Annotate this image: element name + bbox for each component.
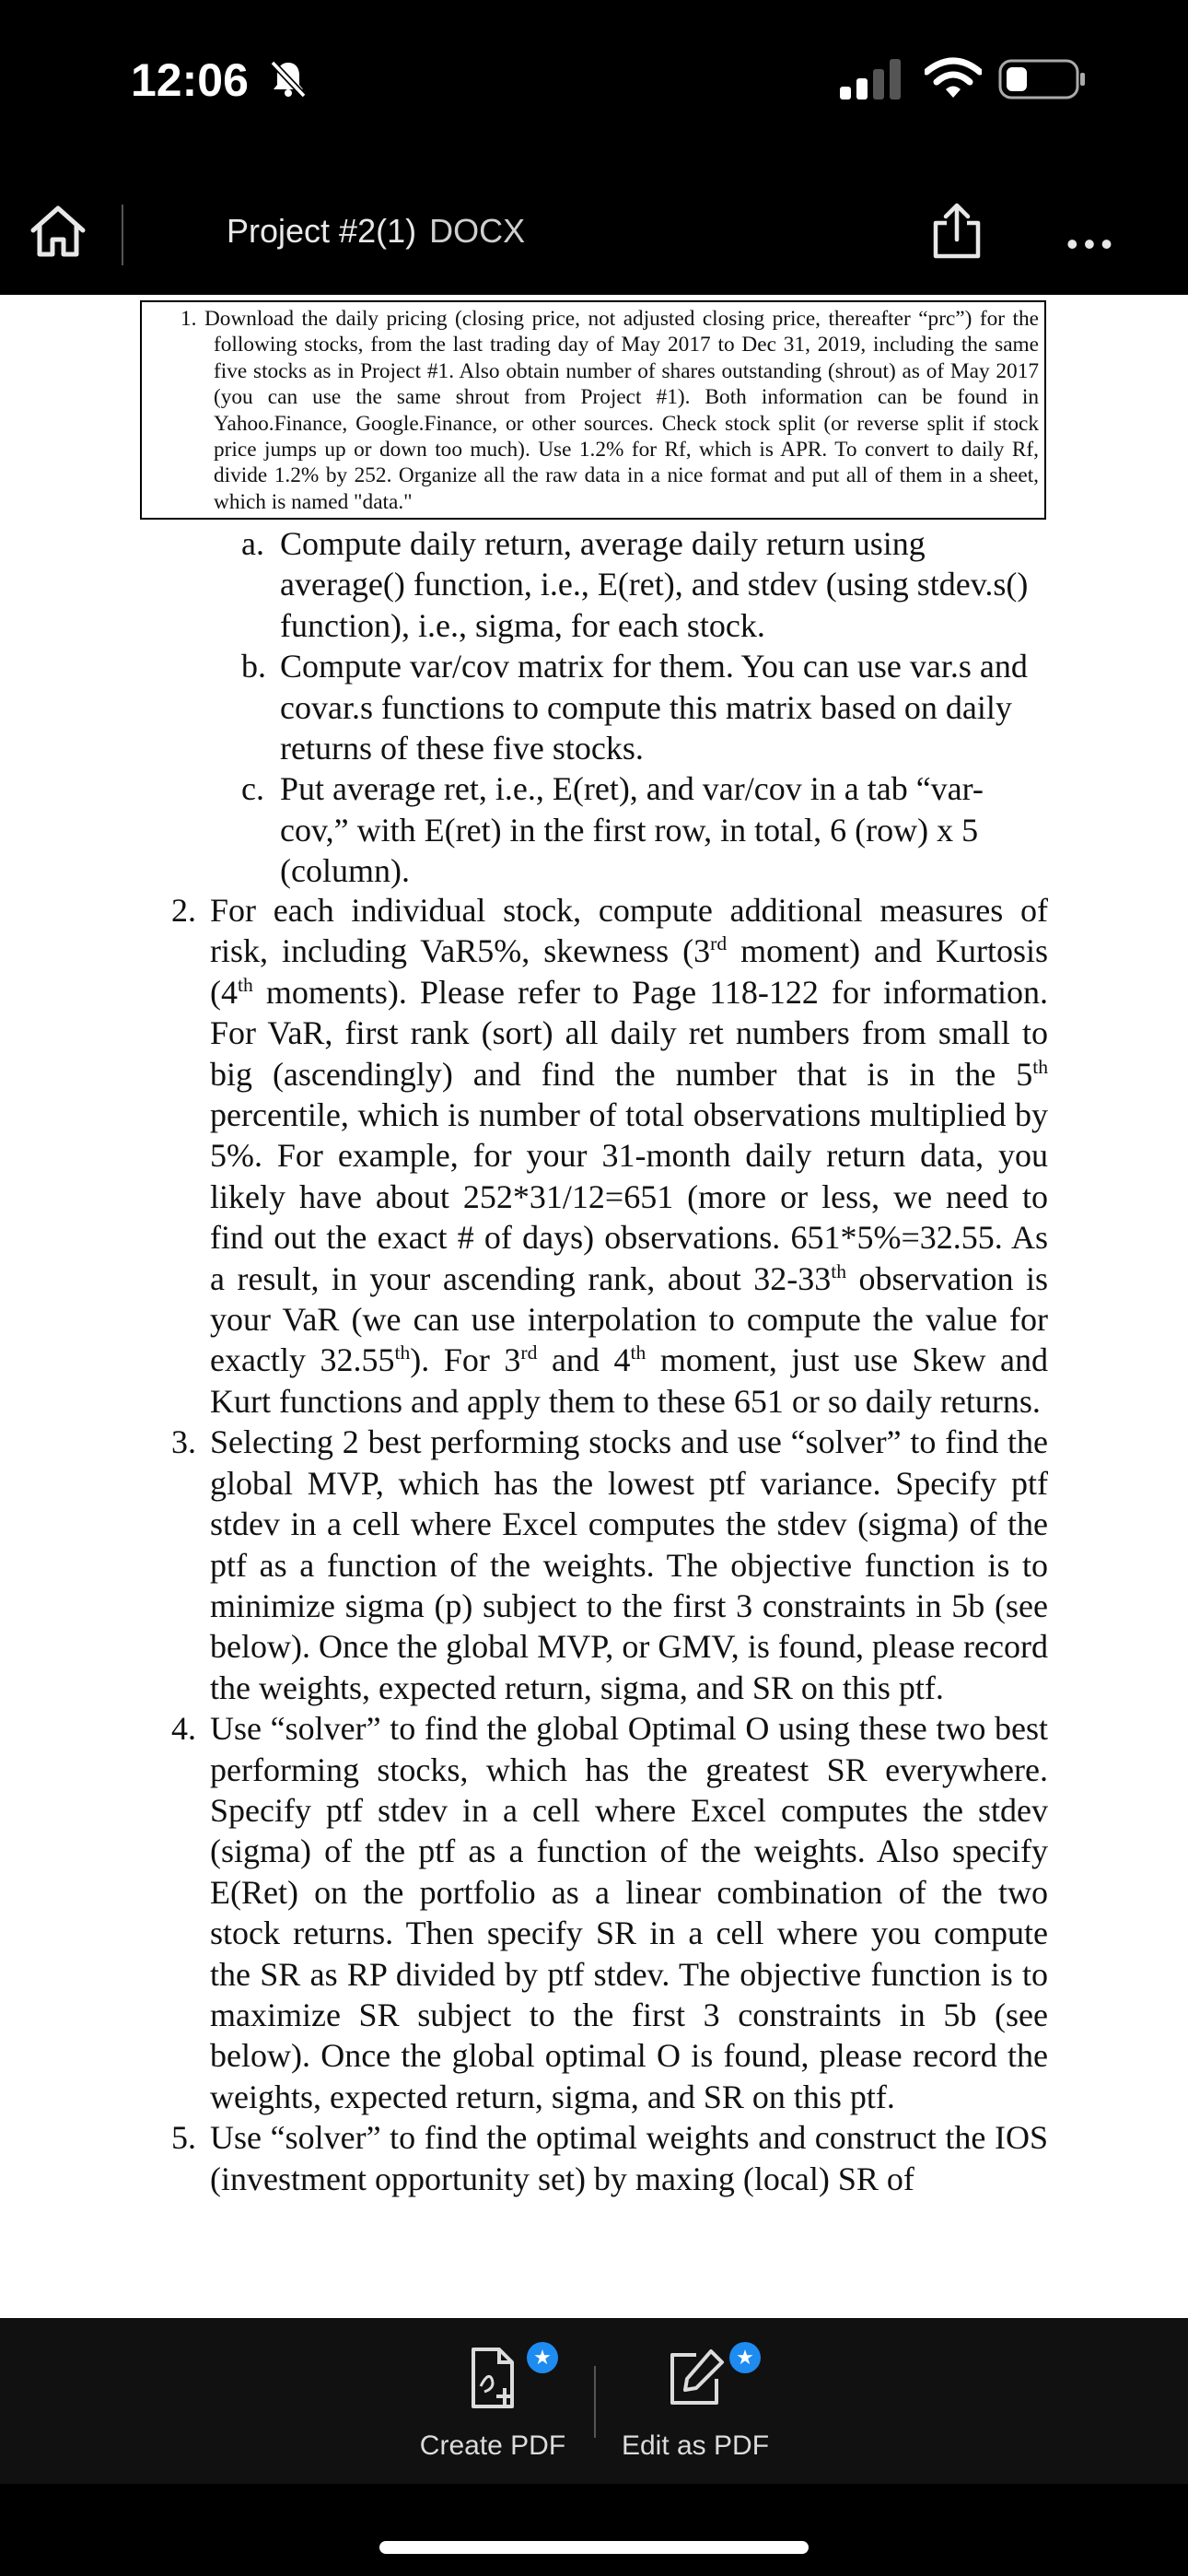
star-badge-icon: ★: [527, 2342, 558, 2373]
sub-item-text: Compute var/cov matrix for them. You can use var.s and covar.s functions to compute this matrix based on daily returns of these five stocks.: [280, 648, 1028, 767]
document-title: [227, 212, 525, 251]
document-toolbar: [0, 184, 1188, 295]
list-number: 5.: [171, 2119, 196, 2157]
document-name: Project #2(1): [227, 212, 417, 250]
sub-item-label: a.: [241, 525, 264, 562]
text-run: percentile, which is number of total observations multiplied by 5%. For example, for your 31-month daily return data, you likely have about 252*31/12=651 (more or less, we need to find out the exact # of days) observations. 651*5%=32.55. As a result, in your ascending rank, about 32-33: [210, 1096, 1048, 1297]
list-number: 1.: [181, 307, 197, 331]
silent-bell-icon: [267, 57, 309, 104]
list-item-text: Use “solver” to find the optimal weights and construct the IOS (investment opportunity set) by maxing (local) SR of: [210, 2119, 1048, 2197]
text-run: For each individual stock, compute additional measures of risk, including VaR5%, skewness (3: [210, 892, 1048, 970]
list-item-4: [171, 1708, 1048, 2117]
list-number: 4.: [171, 1710, 196, 1748]
cellular-signal-icon: [840, 59, 906, 104]
more-options-icon[interactable]: •••: [1066, 225, 1118, 263]
battery-icon: [998, 59, 1087, 104]
wifi-icon: [925, 57, 982, 104]
list-item-text: Download the daily pricing (closing price, not adjusted closing price, thereafter “prc”) for the following stocks, from the last trading day of May 2017 to Dec 31, 2019, including the same five stocks as in Project #1. Also obtain number of shares outstanding (shrout) as of May 2017 (you can use the same shrout from Project #1). Both information can be found in Yahoo.Finance, Google.Finance, or other sources. Check stock split (or reverse split if stock price jumps up or down too much). Use 1.2% for Rf, which is APR. To convert to daily Rf, divide 1.2% by 252. Organize all the raw data in a nice format and put all of them in a sheet, which is named "data.": [204, 307, 1040, 514]
superscript: th: [238, 973, 253, 996]
sub-item-text: Compute daily return, average daily return using average() function, i.e., E(ret), and stdev (using stdev.s() function), i.e., sigma, for each stock.: [280, 525, 1029, 644]
main-list: [171, 890, 1048, 2199]
superscript: th: [394, 1341, 411, 1364]
text-run: moment, just use Skew and Kurt functions and apply them to these 651 or so daily returns.: [210, 1341, 1049, 1420]
status-bar: [0, 0, 1188, 166]
share-icon[interactable]: [928, 201, 985, 266]
sub-item-label: c.: [241, 770, 264, 808]
superscript: th: [630, 1341, 646, 1364]
text-run: moments). Please refer to Page 118-122 for information. For VaR, first rank (sort) all daily ret numbers from small to big (ascendingly) and find the number that is in the 5: [210, 973, 1048, 1093]
text-run: moment) and Kurtosis (4: [210, 932, 1049, 1011]
superscript: th: [831, 1259, 847, 1282]
edit-as-pdf-button[interactable]: [612, 2346, 778, 2462]
list-number: 3.: [171, 1423, 196, 1461]
toolbar-divider: [122, 205, 123, 265]
list-item-text: Selecting 2 best performing stocks and use “solver” to find the global MVP, which has the lowest ptf variance. Specify ptf stdev in a cell where Excel computes the stdev (sigma) of the ptf as a function of the weights. The objective function is to minimize sigma (p) subject to the first 3 constraints in 5b (see below). Once the global MVP, or GMV, is found, please record the weights, expected return, sigma, and SR on this ptf.: [210, 1423, 1048, 1706]
status-time: 12:06: [131, 54, 249, 106]
list-item-text: Use “solver” to find the global Optimal O using these two best performing stocks, which has the greatest SR everywhere. Specify ptf stdev in a cell where Excel computes the stdev (sigma) of the ptf as a function of the weights. Also specify E(Ret) on the portfolio as a linear combination of the two stock returns. Then specify SR in a cell where you compute the SR as RP divided by ptf stdev. The objective function is to maximize SR subject to the first 3 constraints in 5b (see below). Once the global optimal O is found, please record the weights, expected return, sigma, and SR on this ptf.: [210, 1710, 1048, 2115]
sub-item-label: b.: [241, 648, 266, 685]
edit-pdf-icon: [663, 2346, 754, 2410]
bottom-action-bar: [0, 2318, 1188, 2484]
home-icon[interactable]: [28, 201, 88, 266]
sub-item-text: Put average ret, i.e., E(ret), and var/cov in a tab “var-cov,” with E(ret) in the first row, in total, 6 (row) x 5 (column).: [280, 770, 984, 890]
star-badge-icon: ★: [729, 2342, 761, 2373]
create-pdf-button[interactable]: [410, 2346, 576, 2462]
create-pdf-icon: [460, 2346, 552, 2410]
action-divider: [594, 2366, 596, 2438]
text-run: ). For 3: [410, 1341, 521, 1379]
sub-item-c: [241, 768, 1033, 891]
superscript: rd: [520, 1341, 538, 1364]
list-item-5: [171, 2117, 1048, 2199]
sub-list: [241, 523, 1033, 892]
list-item-3: [171, 1422, 1048, 1708]
list-item-1: [142, 306, 1039, 515]
superscript: rd: [710, 932, 728, 955]
list-number: 2.: [171, 892, 196, 929]
document-type: DOCX: [429, 212, 526, 250]
superscript: th: [1032, 1055, 1048, 1078]
list-item-2: [171, 890, 1048, 1422]
edit-as-pdf-label: Edit as PDF: [621, 2430, 770, 2461]
sub-item-b: [241, 646, 1033, 768]
sub-item-a: [241, 523, 1033, 646]
document-page: [0, 295, 1188, 2318]
home-indicator[interactable]: [379, 2541, 809, 2554]
text-run: observation is your VaR (we can use interpolation to compute the value for exactly 32.55: [210, 1259, 1048, 1379]
create-pdf-label: Create PDF: [419, 2430, 566, 2461]
text-run: and 4: [537, 1341, 631, 1379]
boxed-paragraph: [140, 300, 1046, 520]
